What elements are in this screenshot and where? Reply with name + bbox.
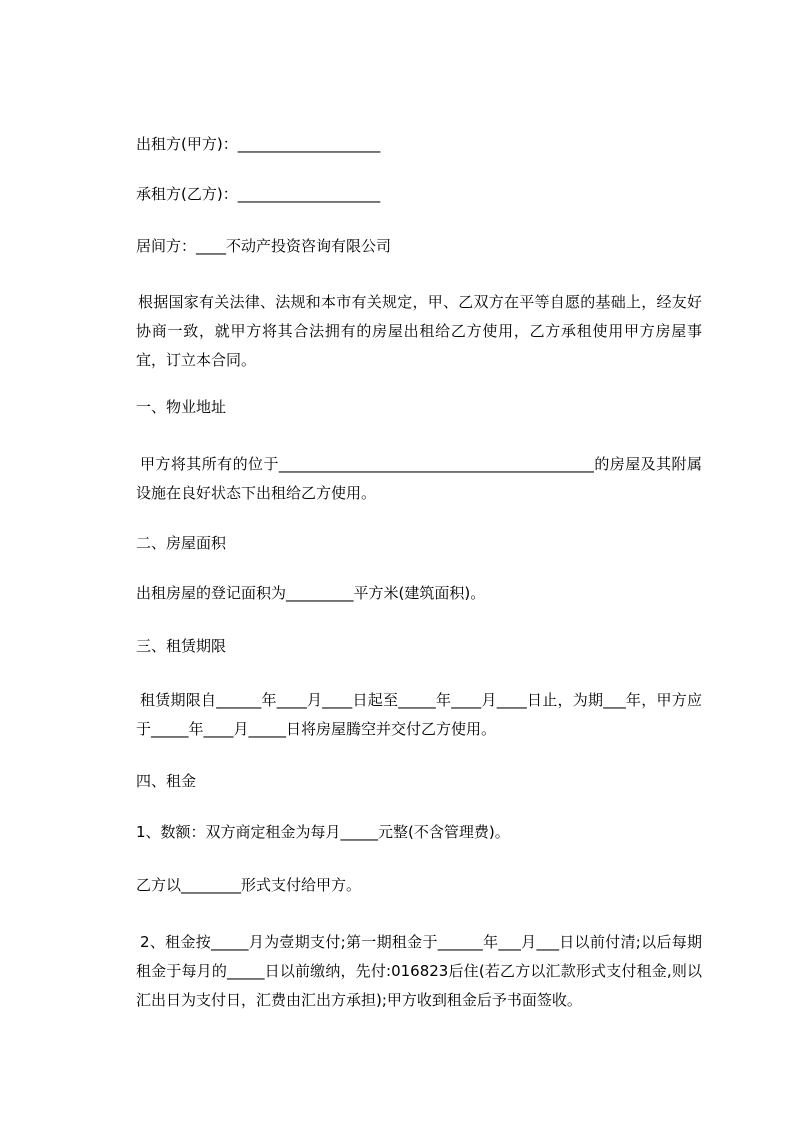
- section-4-item-1: 1、数额：双方商定租金为每月_____元整(不含管理费)。: [136, 823, 510, 841]
- section-1-title: 一、物业地址: [136, 398, 227, 416]
- section-2-title: 二、房屋面积: [136, 534, 227, 552]
- agent-line: 居间方：____不动产投资咨询有限公司: [136, 237, 392, 255]
- section-3-title: 三、租赁期限: [136, 637, 227, 655]
- lessor-line: 出租方(甲方)：___________________: [136, 135, 381, 153]
- section-4-item-2: 2、租金按_____月为壹期支付;第一期租金于______年___月___日以前付清;以后每期租金于每月的_____日以前缴纳，先付:016823后住(若乙方以汇款形式支付租金,则以汇出日为支付日，汇费由汇出方承担);甲方收到租金后予书面签收。: [136, 933, 702, 1009]
- section-2-body: 出租房屋的登记面积为_________平方米(建筑面积)。: [136, 584, 486, 602]
- intro-paragraph: 根据国家有关法律、法规和本市有关规定，甲、乙双方在平等自愿的基础上，经友好协商一致，就甲方将其合法拥有的房屋出租给乙方使用，乙方承租使用甲方房屋事宜，订立本合同。: [136, 293, 702, 369]
- lessee-line: 承租方(乙方)：___________________: [136, 185, 381, 203]
- section-4-title: 四、租金: [136, 772, 197, 790]
- section-1-body: 甲方将其所有的位于__________________________________________的房屋及其附属设施在良好状态下出租给乙方使用。: [136, 455, 702, 502]
- section-3-body: 租赁期限自______年____月____日起至_____年____月____日止，为期___年，甲方应于_____年____月_____日将房屋腾空并交付乙方使用。: [136, 691, 702, 738]
- section-4-payment-method: 乙方以________形式支付给甲方。: [136, 876, 362, 894]
